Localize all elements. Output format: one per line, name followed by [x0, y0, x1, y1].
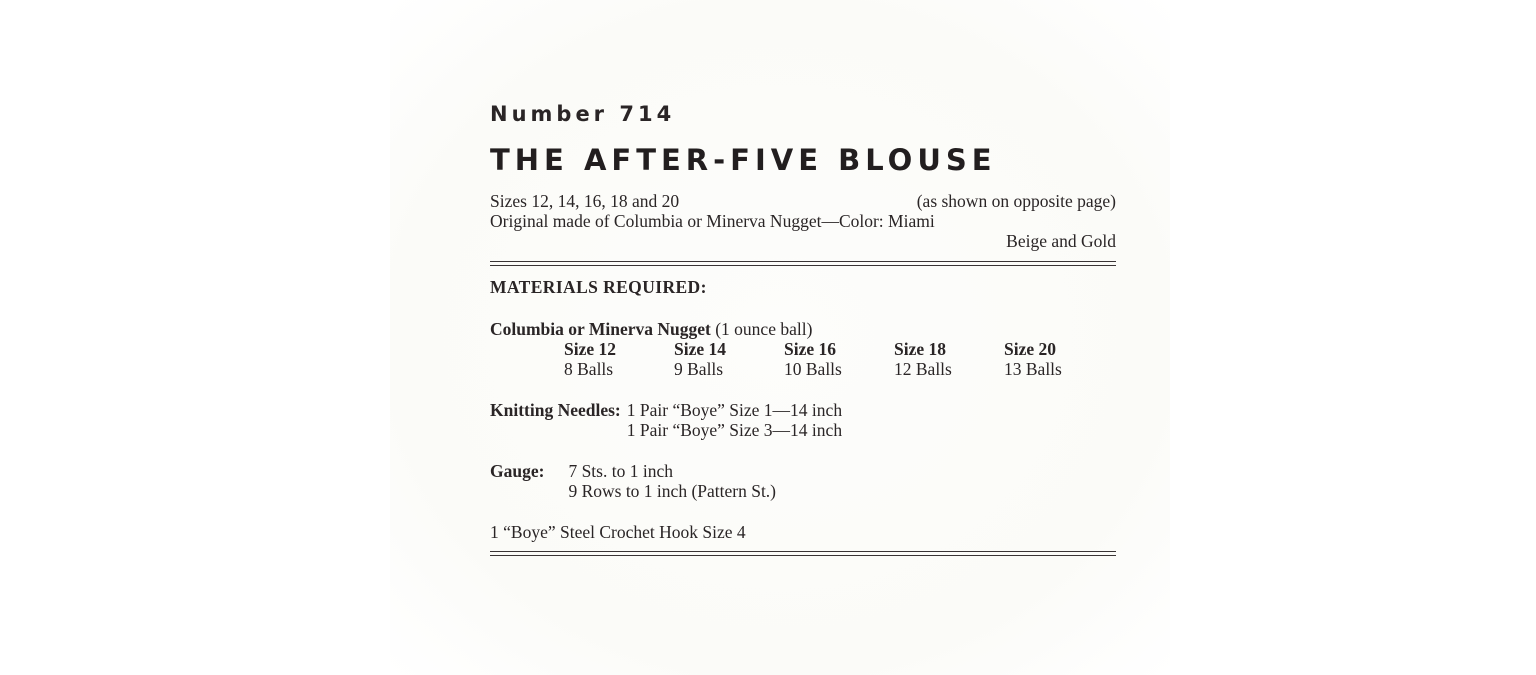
- materials-heading: MATERIALS REQUIRED:: [490, 277, 707, 297]
- size-header: Size 16: [784, 339, 837, 359]
- needles-label: Knitting Needles:: [490, 400, 621, 420]
- balls-count: 10 Balls: [784, 359, 842, 379]
- pattern-title: THE AFTER-FIVE BLOUSE: [490, 143, 997, 177]
- yarn-label: [490, 319, 1116, 339]
- intro-block: [490, 191, 1116, 251]
- gauge-item: 9 Rows to 1 inch (Pattern St.): [568, 481, 777, 501]
- size-table: [564, 339, 1116, 379]
- shown-note: (as shown on opposite page): [916, 191, 1116, 211]
- pattern-number: Number 714: [490, 102, 676, 126]
- needles-list: [627, 400, 842, 440]
- needle-item: 1 Pair “Boye” Size 1—14 inch: [626, 400, 843, 420]
- yarn-name: Columbia or Minerva Nugget: [490, 319, 711, 339]
- gauge-label: Gauge:: [490, 461, 545, 481]
- balls-count: 8 Balls: [564, 359, 614, 379]
- size-header: Size 14: [674, 339, 727, 359]
- balls-count: 12 Balls: [894, 359, 952, 379]
- intro-sizes-row: [490, 191, 1116, 211]
- gauge-item: 7 Sts. to 1 inch: [568, 461, 673, 481]
- yarn-unit: (1 ounce ball): [715, 319, 813, 339]
- gauge-block: [490, 461, 1116, 501]
- gauge-list: [568, 461, 776, 501]
- size-header: Size 12: [564, 339, 617, 359]
- balls-count: 9 Balls: [674, 359, 724, 379]
- balls-count: 13 Balls: [1004, 359, 1062, 379]
- size-header: Size 18: [894, 339, 947, 359]
- pattern-document: [490, 96, 1116, 556]
- needles-block: [490, 400, 1116, 440]
- needle-item: 1 Pair “Boye” Size 3—14 inch: [626, 420, 843, 440]
- double-rule-bottom: [490, 551, 1116, 556]
- color-continued: Beige and Gold: [1006, 231, 1116, 251]
- size-header: Size 20: [1004, 339, 1057, 359]
- double-rule-top: [490, 261, 1116, 266]
- yarn-block: [490, 319, 1116, 379]
- original-text: Original made of Columbia or Minerva Nugget—Color: Miami: [490, 211, 935, 231]
- crochet-hook-text: 1 “Boye” Steel Crochet Hook Size 4: [490, 522, 746, 542]
- sizes-text: Sizes 12, 14, 16, 18 and 20: [490, 191, 680, 211]
